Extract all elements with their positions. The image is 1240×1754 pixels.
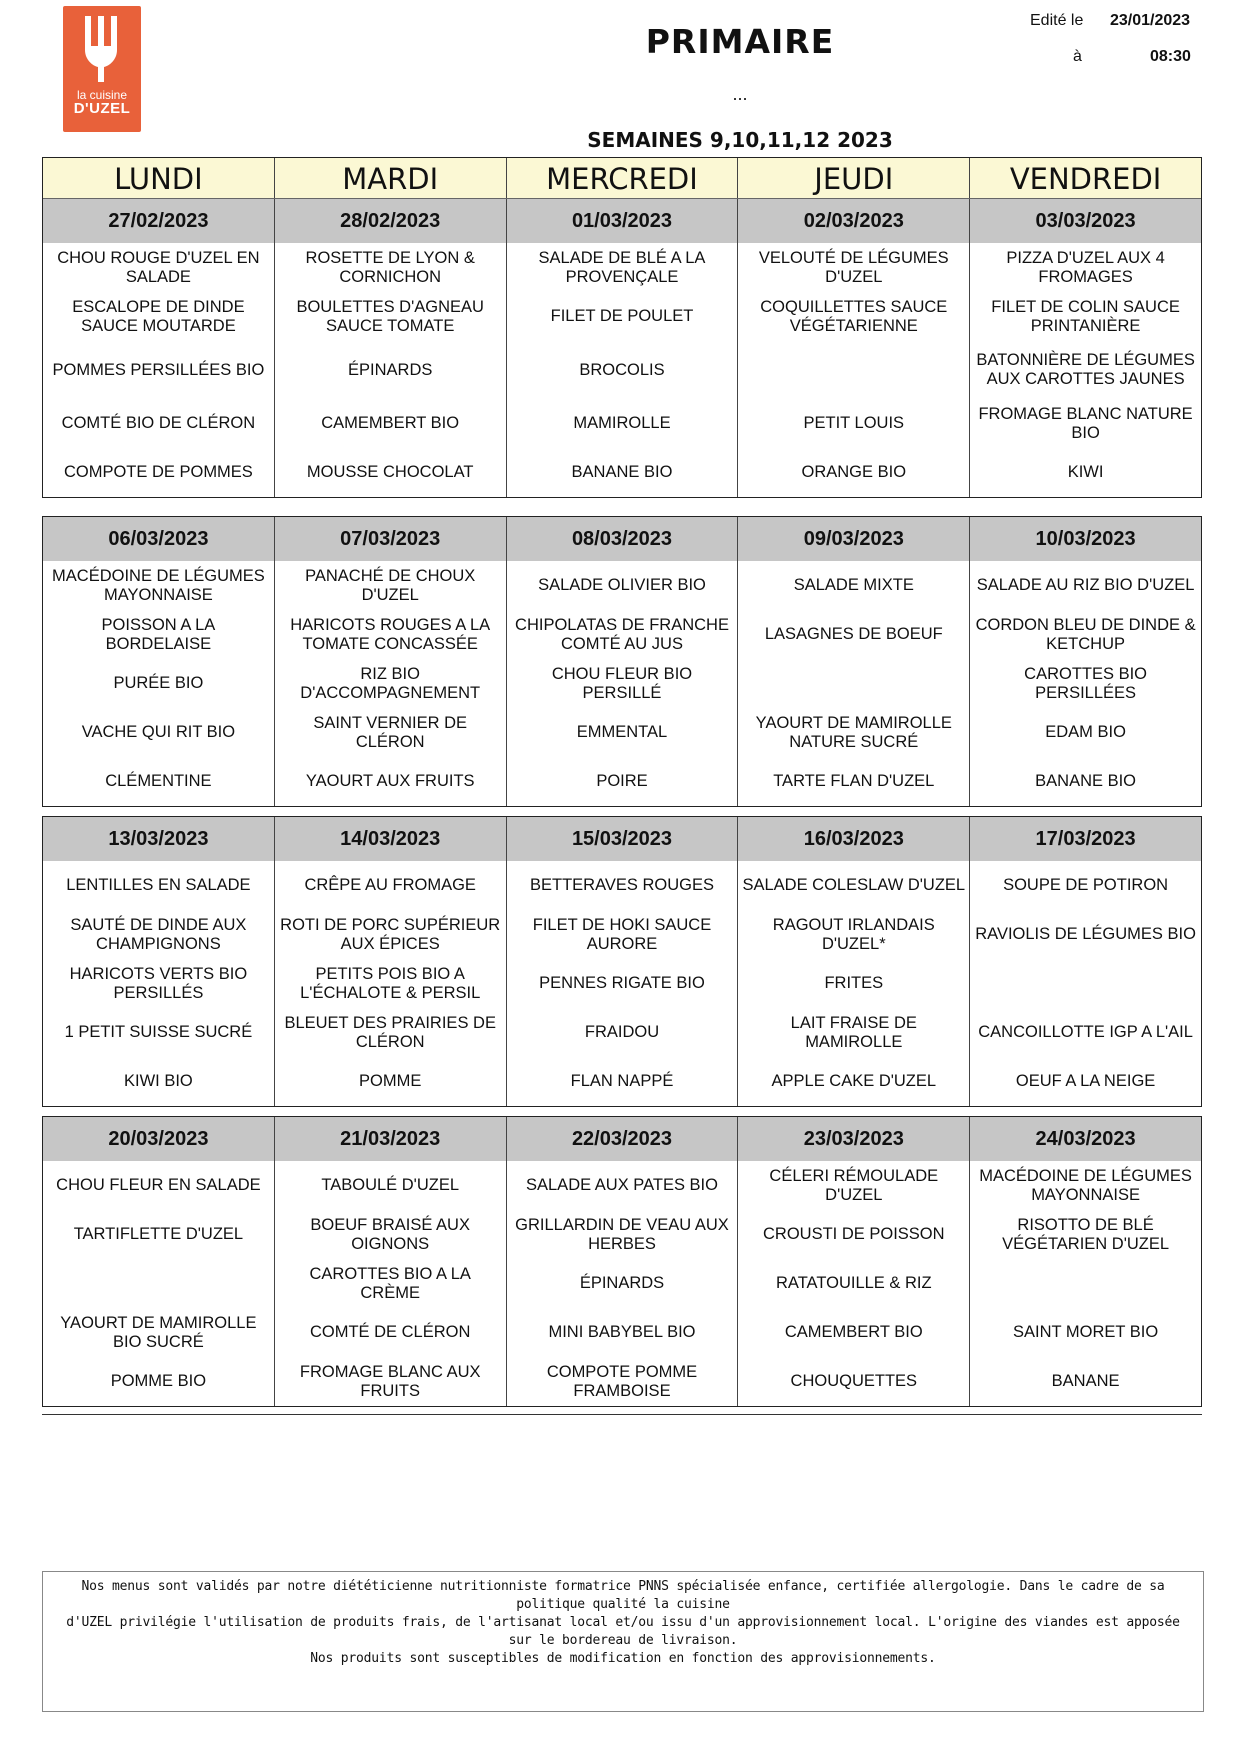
date-cell: 03/03/2023 [969, 199, 1201, 243]
dish: HARICOTS VERTS BIO PERSILLÉS [69, 964, 248, 1002]
dish: POISSON A LA BORDELAISE [101, 615, 216, 653]
menu-row-dessert [43, 1057, 1201, 1106]
dish: EDAM BIO [1045, 723, 1126, 741]
dish: RAVIOLIS DE LÉGUMES BIO [975, 925, 1196, 943]
menu-row-side [43, 1259, 1201, 1308]
dish: PETIT LOUIS [803, 414, 905, 432]
week-table-2 [42, 516, 1202, 807]
dish: RISOTTO DE BLÉ VÉGÉTARIEN D'UZEL [1002, 1215, 1170, 1253]
dish: CAROTTES BIO PERSILLÉES [1024, 664, 1148, 702]
dish: CAROTTES BIO A LA CRÈME [309, 1264, 471, 1302]
dish: ROSETTE DE LYON & CORNICHON [305, 248, 475, 286]
dish: TARTIFLETTE D'UZEL [73, 1225, 244, 1243]
dish: BOEUF BRAISÉ AUX OIGNONS [310, 1215, 470, 1253]
menu-row-main [43, 610, 1201, 659]
dish: FILET DE HOKI SAUCE AURORE [532, 915, 712, 953]
dish: BATONNIÈRE DE LÉGUMES AUX CAROTTES JAUNES [976, 351, 1195, 388]
dish: PETITS POIS BIO A L'ÉCHALOTE & PERSIL [300, 964, 481, 1002]
dish: SALADE MIXTE [793, 576, 914, 594]
day-tuesday: MARDI [274, 158, 506, 198]
dish: PIZZA D'UZEL AUX 4 FROMAGES [1006, 248, 1165, 286]
dish: 1 PETIT SUISSE SUCRÉ [64, 1023, 253, 1041]
menu-row-dairy [43, 1308, 1201, 1357]
week-table-4 [42, 1116, 1202, 1407]
dish: CHOU ROUGE D'UZEL EN SALADE [57, 248, 260, 286]
dish: ROTI DE PORC SUPÉRIEUR AUX ÉPICES [280, 915, 501, 953]
day-thursday: JEUDI [737, 158, 969, 198]
dish: APPLE CAKE D'UZEL [771, 1072, 937, 1090]
dish: VACHE QUI RIT BIO [81, 723, 236, 741]
dish: BLEUET DES PRAIRIES DE CLÉRON [284, 1013, 496, 1051]
date-row [43, 817, 1201, 861]
brand-line1: la cuisine [76, 88, 128, 102]
date-cell: 10/03/2023 [969, 517, 1201, 561]
dish: COMPOTE DE POMMES [63, 463, 253, 481]
edit-label: Edité le [1030, 12, 1084, 29]
dish: FILET DE COLIN SAUCE PRINTANIÈRE [991, 297, 1180, 335]
dish: YAOURT DE MAMIROLLE BIO SUCRÉ [60, 1313, 257, 1351]
dish: SALADE AUX PATES BIO [526, 1176, 718, 1194]
menu-row-dessert [43, 757, 1201, 806]
date-cell: 22/03/2023 [506, 1117, 738, 1161]
dish: MACÉDOINE DE LÉGUMES MAYONNAISE [52, 566, 265, 604]
date-row [43, 199, 1201, 243]
weeks-title: SEMAINES 9,10,11,12 2023 [587, 128, 893, 152]
date-cell: 20/03/2023 [108, 1128, 209, 1150]
dish: FRITES [824, 974, 884, 992]
brand-line2: D'UZEL [73, 100, 131, 117]
dish [970, 959, 1201, 1008]
menu-row-starter [43, 243, 1201, 292]
dish: BETTERAVES ROUGES [530, 876, 714, 894]
footer-line: d'UZEL privilégie l'utilisation de produits frais, de l'artisanat local et/ou issu d'un approvisionnement local. L'origine des viandes est apposée sur le bordereau de livraison. [66, 1615, 1180, 1648]
menu-row-dairy [43, 1008, 1201, 1057]
menu-row-dairy [43, 399, 1201, 448]
date-row [43, 1117, 1201, 1161]
date-cell: 08/03/2023 [506, 517, 738, 561]
dish: CAMEMBERT BIO [321, 414, 460, 432]
dish: BOULETTES D'AGNEAU SAUCE TOMATE [296, 297, 484, 335]
brand-logo [63, 6, 141, 132]
dish: GRILLARDIN DE VEAU AUX HERBES [515, 1215, 729, 1253]
week-table-1 [42, 157, 1202, 498]
dish: PURÉE BIO [113, 674, 204, 692]
menu-row-main [43, 292, 1201, 341]
dish: LAIT FRAISE DE MAMIROLLE [790, 1013, 917, 1051]
edit-date: 23/01/2023 [1110, 12, 1191, 29]
dish: VELOUTÉ DE LÉGUMES D'UZEL [758, 248, 949, 286]
dish: CANCOILLOTTE IGP A L'AIL [978, 1023, 1193, 1041]
dish: HARICOTS ROUGES A LA TOMATE CONCASSÉE [290, 615, 491, 653]
dish: MOUSSE CHOCOLAT [306, 463, 474, 481]
dish: OEUF A LA NEIGE [1015, 1072, 1156, 1090]
dish: COMTÉ DE CLÉRON [309, 1323, 471, 1341]
date-cell: 21/03/2023 [274, 1117, 506, 1161]
dish [738, 341, 969, 399]
dish: CAMEMBERT BIO [784, 1323, 923, 1341]
date-row [43, 517, 1201, 561]
dish: BANANE BIO [1035, 772, 1137, 790]
dish: ESCALOPE DE DINDE SAUCE MOUTARDE [72, 297, 245, 335]
dish: CHOU FLEUR BIO PERSILLÉ [551, 664, 693, 702]
menu-row-starter [43, 561, 1201, 610]
menu-row-side [43, 959, 1201, 1008]
dish: YAOURT DE MAMIROLLE NATURE SUCRÉ [755, 713, 952, 751]
date-cell: 01/03/2023 [506, 199, 738, 243]
day-wednesday: MERCREDI [506, 158, 738, 198]
dish: KIWI [1067, 463, 1104, 481]
date-cell: 15/03/2023 [506, 817, 738, 861]
menu-row-dairy [43, 708, 1201, 757]
menu-row-dessert [43, 448, 1201, 497]
menu-row-main [43, 910, 1201, 959]
dish: SALADE OLIVIER BIO [538, 576, 706, 594]
footer-line: Nos menus sont validés par notre diététicienne nutritionniste formatrice PNNS spécialisée enfance, certifiée allergologie. Dans le cadre de sa politique qualité la cuisine [81, 1579, 1165, 1612]
dish: TARTE FLAN D'UZEL [773, 772, 935, 790]
dish: POMMES PERSILLÉES BIO [52, 360, 265, 379]
dish: CHOUQUETTES [790, 1372, 918, 1390]
day-monday: LUNDI [114, 162, 203, 196]
footer-note [42, 1571, 1204, 1712]
dish: COMPOTE POMME FRAMBOISE [546, 1362, 698, 1400]
date-cell: 06/03/2023 [108, 528, 209, 550]
dish: CÉLERI RÉMOULADE D'UZEL [769, 1166, 939, 1204]
edit-at-label: à [1073, 48, 1082, 65]
dish: MACÉDOINE DE LÉGUMES MAYONNAISE [979, 1166, 1192, 1204]
dish: POMME [359, 1072, 422, 1090]
dish [43, 1259, 274, 1308]
date-cell: 28/02/2023 [274, 199, 506, 243]
dish: ÉPINARDS [579, 1274, 665, 1292]
menu-row-starter [43, 861, 1201, 910]
dish [738, 659, 969, 708]
dish: COQUILLETTES SAUCE VÉGÉTARIENNE [760, 297, 948, 335]
dish: PANACHÉ DE CHOUX D'UZEL [305, 566, 476, 604]
dish: RIZ BIO D'ACCOMPAGNEMENT [300, 664, 481, 702]
dish [970, 1259, 1201, 1308]
dish: EMMENTAL [576, 723, 668, 741]
day-header-row [43, 158, 1201, 199]
dish: SALADE AU RIZ BIO D'UZEL [976, 576, 1195, 594]
dish: BROCOLIS [579, 360, 665, 379]
dish: RATATOUILLE & RIZ [776, 1274, 932, 1292]
fork-icon [81, 16, 123, 82]
date-cell: 24/03/2023 [969, 1117, 1201, 1161]
dish: SALADE DE BLÉ A LA PROVENÇALE [538, 248, 706, 286]
dish: KIWI BIO [124, 1072, 193, 1090]
dish: CHOU FLEUR EN SALADE [56, 1176, 261, 1194]
dish: LENTILLES EN SALADE [66, 876, 251, 894]
week-table-3 [42, 816, 1202, 1107]
dish: SAINT MORET BIO [1013, 1323, 1159, 1341]
date-cell: 14/03/2023 [274, 817, 506, 861]
menu-row-dessert [43, 1357, 1201, 1406]
dish: POIRE [596, 772, 648, 790]
dish: ÉPINARDS [348, 360, 433, 379]
dish: RAGOUT IRLANDAIS D'UZEL* [772, 915, 935, 953]
menu-row-starter [43, 1161, 1201, 1210]
menu-row-side [43, 659, 1201, 708]
dish: SOUPE DE POTIRON [1003, 876, 1169, 894]
date-cell: 17/03/2023 [969, 817, 1201, 861]
dish: POMME BIO [110, 1372, 207, 1390]
edit-time: 08:30 [1150, 48, 1191, 65]
dish: FLAN NAPPÉ [570, 1072, 674, 1090]
menu-row-side [43, 341, 1201, 399]
dish: SAUTÉ DE DINDE AUX CHAMPIGNONS [70, 915, 247, 953]
footer-line: Nos produits sont susceptibles de modification en fonction des approvisionnements. [310, 1651, 936, 1666]
date-cell: 23/03/2023 [737, 1117, 969, 1161]
divider [42, 1414, 1202, 1415]
dish: CROUSTI DE POISSON [763, 1225, 945, 1243]
date-cell: 02/03/2023 [737, 199, 969, 243]
dish: CHIPOLATAS DE FRANCHE COMTÉ AU JUS [515, 615, 729, 653]
dish: BANANE BIO [571, 463, 673, 481]
dish: CORDON BLEU DE DINDE & KETCHUP [975, 615, 1196, 653]
date-cell: 13/03/2023 [108, 828, 209, 850]
dish: MINI BABYBEL BIO [548, 1323, 696, 1341]
page-title: PRIMAIRE [645, 22, 835, 61]
dish: PENNES RIGATE BIO [539, 974, 705, 992]
dish: MAMIROLLE [573, 414, 671, 432]
dish: LASAGNES DE BOEUF [764, 625, 943, 643]
dish: YAOURT AUX FRUITS [305, 772, 475, 790]
dish: SAINT VERNIER DE CLÉRON [313, 713, 468, 751]
date-cell: 27/02/2023 [108, 210, 209, 232]
dish: FROMAGE BLANC NATURE BIO [978, 404, 1193, 442]
date-cell: 09/03/2023 [737, 517, 969, 561]
dish: ORANGE BIO [801, 463, 907, 481]
dish: BANANE [1051, 1372, 1120, 1390]
dish: COMTÉ BIO DE CLÉRON [61, 414, 256, 432]
dish: FILET DE POULET [550, 307, 694, 325]
dish: FRAIDOU [584, 1023, 660, 1041]
day-friday: VENDREDI [969, 158, 1201, 198]
menu-row-main [43, 1210, 1201, 1259]
dish: SALADE COLESLAW D'UZEL [742, 876, 966, 894]
dish: CLÉMENTINE [105, 772, 212, 790]
dish: TABOULÉ D'UZEL [321, 1176, 459, 1194]
dish: FROMAGE BLANC AUX FRUITS [299, 1362, 481, 1400]
date-cell: 16/03/2023 [737, 817, 969, 861]
subtitle-dots: ... [732, 84, 748, 104]
dish: CRÊPE AU FROMAGE [304, 876, 476, 894]
date-cell: 07/03/2023 [274, 517, 506, 561]
